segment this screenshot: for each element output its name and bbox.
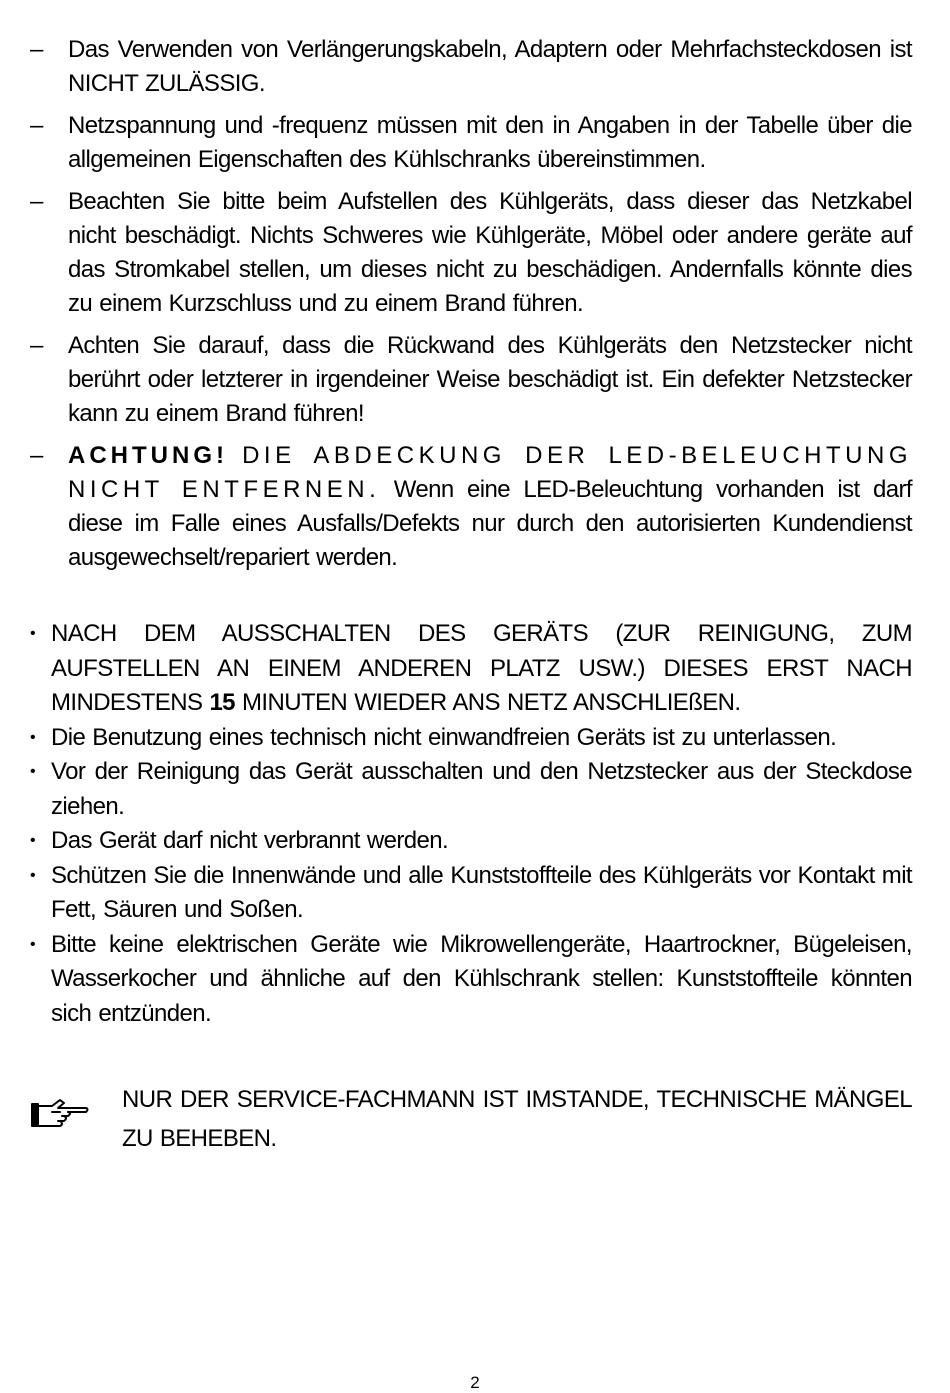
bullet-text: Vor der Reinigung das Gerät ausschalten und den Netzstecker aus der Steckdose ziehen.	[51, 758, 912, 820]
dash-item	[30, 109, 912, 177]
dash-marker: –	[30, 112, 43, 139]
dash-item-text: Das Verwenden von Verlängerungskabeln, Adaptern oder Mehrfachsteckdosen ist NICHT ZULÄSSIG.	[68, 36, 912, 97]
bullet-text: Die Benutzung eines technisch nicht einwandfreien Geräts ist zu unterlassen.	[51, 723, 837, 751]
dash-marker: –	[30, 188, 43, 215]
bullet-text: Bitte keine elektrischen Geräte wie Mikrowellengeräte, Haartrockner, Bügeleisen, Wasserkocher und ähnliche auf den Kühlschrank stellen: Kunststoffteile könnten sich entzünden.	[51, 930, 912, 1027]
bullet-marker: •	[30, 763, 36, 780]
dash-item-text: Netzspannung und -frequenz müssen mit den in Angaben in der Tabelle über die allgemeinen Eigenschaften des Kühlschranks übereinstimmen.	[68, 112, 912, 173]
bullet-marker: •	[30, 866, 36, 884]
bullet-list	[30, 617, 912, 1031]
bullet-text-after: MINUTEN WIEDER ANS NETZ ANSCHLIEßEN.	[242, 689, 741, 716]
dash-item-text: Wenn eine LED-Beleuchtung vorhanden ist darf diese im Falle eines Ausfalls/Defekts nur durch den autorisierten Kundendienst ausgewechselt/repariert werden.	[68, 476, 912, 571]
bullet-marker: •	[30, 625, 36, 642]
dash-item-text: Beachten Sie bitte beim Aufstellen des Kühlgeräts, dass dieser das Netzkabel nicht beschädigt. Nichts Schweres wie Kühlgeräte, Möbel oder andere geräte auf das Stromkabel stellen, um dieses nicht zu beschädigen. Andernfalls könnte dies zu einem Kurzschluss und zu einem Brand führen.	[68, 188, 912, 317]
bullet-item	[30, 824, 912, 859]
dash-item	[30, 33, 912, 101]
bullet-text: Das Gerät darf nicht verbrannt werden.	[51, 827, 449, 854]
dash-marker: –	[30, 332, 43, 359]
bullet-item	[30, 928, 912, 1032]
dash-item-warning	[30, 439, 912, 575]
bullet-marker: •	[30, 935, 36, 953]
bullet-marker: •	[30, 832, 36, 849]
bullet-item	[30, 617, 912, 721]
bullet-number: 15	[209, 689, 235, 716]
note-text: NUR DER SERVICE-FACHMANN IST IMSTANDE, TECHNISCHE MÄNGEL ZU BEHEBEN.	[122, 1086, 912, 1152]
bullet-text: Schützen Sie die Innenwände und alle Kunststoffteile des Kühlgeräts vor Kontakt mit Fett, Säuren und Soßen.	[51, 861, 912, 923]
dash-marker: –	[30, 442, 43, 469]
service-note	[30, 1080, 912, 1158]
warning-label: ACHTUNG!	[68, 442, 228, 469]
warning-caps-text: DIE ABDECKUNG DER LED-BELEUCHTUNG NICHT ENTFERNEN.	[68, 442, 912, 503]
bullet-text-before: NACH DEM AUSSCHALTEN DES GERÄTS (ZUR REINIGUNG, ZUM AUFSTELLEN AN EINEM ANDEREN PLATZ USW.) DIESES ERST NACH MINDESTENS	[51, 620, 912, 716]
dash-list	[30, 33, 912, 583]
pointing-hand-icon	[30, 1096, 90, 1130]
dash-item-text: Achten Sie darauf, dass die Rückwand des Kühlgeräts den Netzstecker nicht berührt oder letzterer in irgendeiner Weise beschädigt ist. Ein defekter Netzstecker kann zu einem Brand führen!	[68, 332, 912, 427]
dash-marker: –	[30, 36, 43, 63]
dash-item	[30, 185, 912, 321]
page-number: 2	[470, 1373, 480, 1392]
dash-item	[30, 329, 912, 431]
bullet-marker: •	[30, 728, 36, 746]
bullet-item	[30, 721, 912, 756]
bullet-item	[30, 755, 912, 824]
bullet-item	[30, 859, 912, 928]
